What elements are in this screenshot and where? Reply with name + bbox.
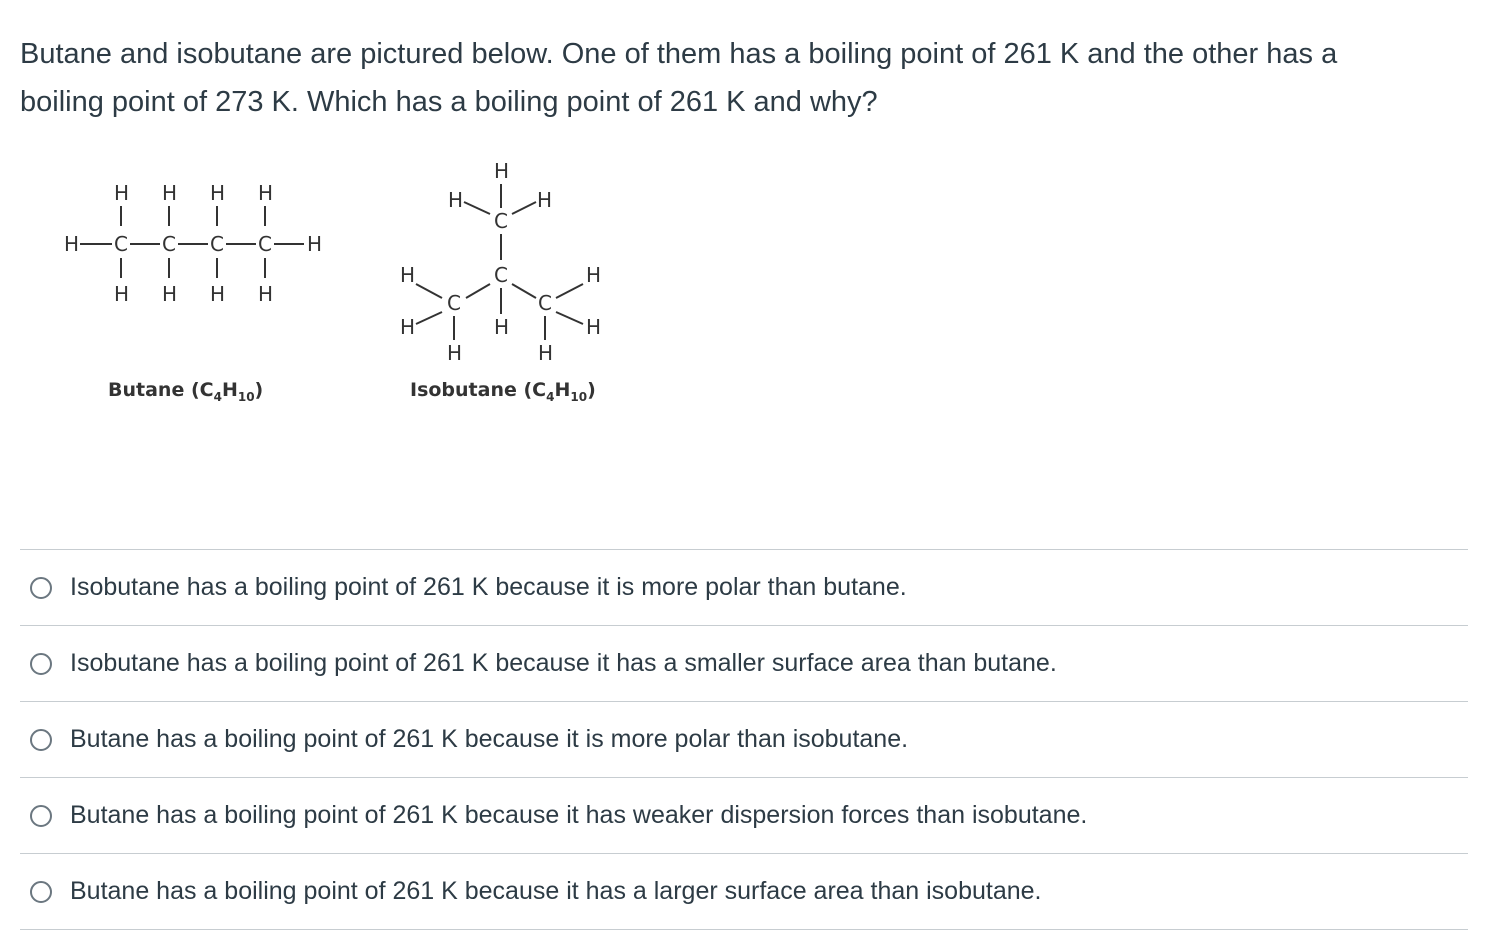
answer-option[interactable] [20, 550, 1468, 626]
isobutane-atom: C [538, 291, 552, 315]
molecule-diagrams [0, 150, 700, 420]
question-line-2: boiling point of 273 K. Which has a boiling point of 261 K and why? [20, 86, 878, 118]
answer-list [20, 549, 1468, 930]
answer-label[interactable]: Isobutane has a boiling point of 261 K because it has a smaller surface area than butane. [70, 649, 1057, 677]
isobutane-atom: H [494, 315, 510, 339]
isobutane-atom: H [586, 315, 602, 339]
butane-caption: Butane $(C_4H_{10})$ [108, 379, 264, 404]
isobutane-atom: H [448, 188, 464, 212]
isobutane-caption: Isobutane $(C_4H_{10})$ [410, 379, 596, 404]
isobutane-atom: H [494, 159, 510, 183]
butane-atom: H [210, 181, 226, 205]
butane-atom: H [64, 232, 80, 256]
isobutane-atom: H [537, 188, 553, 212]
isobutane-atom: H [400, 263, 416, 287]
butane-atom: H [307, 232, 323, 256]
question-line-1: Butane and isobutane are pictured below. One of them has a boiling point of 261 K and the other has a [20, 38, 1338, 70]
question-text [20, 30, 1470, 126]
butane-atom: H [258, 282, 274, 306]
molecule-figure [0, 150, 700, 420]
butane-atom: H [114, 282, 130, 306]
butane-atom: H [210, 282, 226, 306]
isobutane-structure [400, 159, 601, 404]
answer-label[interactable]: Butane has a boiling point of 261 K because it is more polar than isobutane. [70, 725, 909, 753]
isobutane-atom: H [586, 263, 602, 287]
isobutane-atom: C [447, 291, 461, 315]
radio-button[interactable] [30, 653, 52, 675]
butane-atom: C [114, 232, 128, 256]
radio-button[interactable] [30, 577, 52, 599]
isobutane-atom: H [400, 315, 416, 339]
isobutane-atom: C [494, 209, 508, 233]
butane-atom: H [162, 282, 178, 306]
answer-label[interactable]: Butane has a boiling point of 261 K because it has a larger surface area than isobutane. [70, 877, 1042, 905]
isobutane-atom: C [494, 263, 508, 287]
butane-atom: C [258, 232, 272, 256]
answer-label[interactable]: Butane has a boiling point of 261 K because it has weaker dispersion forces than isobutane. [70, 801, 1088, 829]
radio-button[interactable] [30, 805, 52, 827]
butane-atom: C [210, 232, 224, 256]
radio-button[interactable] [30, 881, 52, 903]
isobutane-atom: H [538, 341, 554, 365]
butane-atom: H [162, 181, 178, 205]
answer-option[interactable] [20, 702, 1468, 778]
butane-atom: C [162, 232, 176, 256]
radio-button[interactable] [30, 729, 52, 751]
answer-option[interactable] [20, 626, 1468, 702]
butane-atom: H [258, 181, 274, 205]
answer-option[interactable] [20, 778, 1468, 854]
butane-structure [64, 181, 322, 404]
butane-atom: H [114, 181, 130, 205]
answer-option[interactable] [20, 854, 1468, 930]
answer-label[interactable]: Isobutane has a boiling point of 261 K because it is more polar than butane. [70, 573, 907, 601]
isobutane-atom: H [447, 341, 463, 365]
